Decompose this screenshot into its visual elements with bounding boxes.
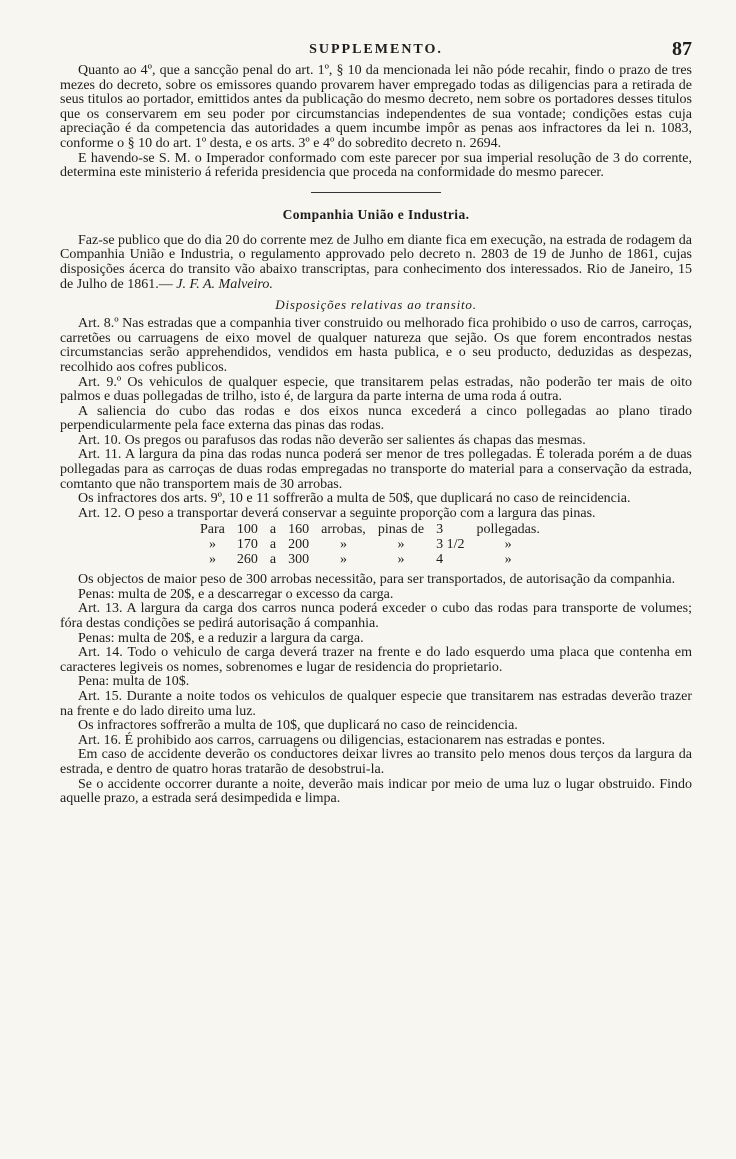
table-cell: a: [269, 551, 277, 567]
article-paragraph: Art. 12. O peso a transportar deverá conservar a seguinte proporção com a largura das pinas.: [78, 505, 596, 521]
subheading: Disposições relativas ao transito.: [275, 297, 477, 313]
article-paragraph: Os infractores dos arts. 9º, 10 e 11 soffrerão a multa de 50$, que duplicará no caso de reincidencia.: [78, 491, 631, 507]
table-cell: »: [397, 537, 405, 553]
table-cell: 3 1/2: [436, 537, 465, 553]
table-cell: 170: [236, 537, 258, 553]
table-cell: »: [339, 551, 347, 567]
article-paragraph: Pena: multa de 10$.: [78, 674, 190, 690]
article-paragraph: Penas: multa de 20$, e a descarregar o excesso da carga.: [78, 586, 394, 602]
table-cell: 200: [288, 537, 310, 553]
article-paragraph: Se o accidente occorrer durante a noite, deverão mais indicar por meio de uma luz o lugar obstruido. Findo aquelle prazo, a estrada será desimpedida e limpa.: [60, 776, 692, 807]
table-cell: a: [269, 537, 277, 553]
article-paragraph: Penas: multa de 20$, e a reduzir a largura da carga.: [78, 630, 364, 646]
table-cell: arrobas,: [321, 522, 366, 538]
table-row: [194, 523, 546, 538]
article-paragraph: Art. 8.º Nas estradas que a companhia tiver construido ou melhorado fica prohibido o uso de carros, carroças, carretões ou carruagens de eixo movel de qualquer natureza que sejão. Os que forem encontrados nestas circumstancias serão apprehendidos, vendidos em hasta publica, e o seu producto, deduzidas as despezas, recolhido aos cofres publicos.: [60, 316, 692, 375]
table-cell: 260: [236, 551, 258, 567]
section-opening: [60, 234, 692, 292]
article-paragraph: Art. 15. Durante a noite todos os vehiculos de qualquer especie que transitarem nas estradas deverão trazer na frente e do lado direito uma luz.: [60, 688, 692, 719]
article-paragraph: Os objectos de maior peso de 300 arrobas necessitão, para ser transportados, de autorisação da companhia.: [78, 572, 676, 588]
table-cell: pollegadas.: [476, 522, 540, 538]
article-paragraph: Art. 9.º Os vehiculos de qualquer especie, que transitarem pelas estradas, não poderão ter mais de oito palmos e duas pollegadas de trilho, isto é, de largura da parte interna de uma roda á outra.: [60, 374, 692, 405]
table-cell: 4: [436, 551, 444, 567]
intro-paragraph: E havendo-se S. M. o Imperador conformado com este parecer por sua imperial resolução de 3 do corrente, determina este ministerio á referida presidencia que proceda na conformidade do mesmo parecer.: [60, 150, 692, 181]
table-cell: a: [269, 522, 277, 538]
article-paragraph: Art. 13. A largura da carga dos carros nunca poderá exceder o cubo das rodas para transporte de volumes; fóra destas condições se pedirá autorisação á companhia.: [60, 601, 692, 631]
table-cell: 300: [288, 551, 310, 567]
article-paragraph: Os infractores soffrerão a multa de 10$, que duplicará no caso de reincidencia.: [78, 718, 518, 734]
intro-paragraph: Quanto ao 4º, que a sancção penal do art. 1º, § 10 da mencionada lei não póde recahir, findo o prazo de tres mezes do decreto, sobre os emissores quando provarem haver empregado todas as diligencias para a retirada de seus titulos ao portador, emittidos antes da publicação do mesmo decreto, nem sobre os portadores desses titulos que os conservarem em seu poder por circumstancias independentes de sua vontade; condições estas cuja apreciação é da competencia das autoridades a quem incumbe impôr as penas aos infractores da lei n. 1083, conforme o § 10 do art. 1º desta, e os arts. 3º e 4º do sobredito decreto n. 2694.: [60, 63, 692, 151]
running-title: SUPPLEMENTO.: [309, 42, 443, 57]
table-cell: »: [208, 537, 216, 553]
page-header: [60, 38, 692, 64]
table-cell: »: [504, 551, 512, 567]
table-cell: Para: [200, 522, 225, 538]
table-cell: 160: [288, 522, 310, 538]
article-paragraph: Art. 10. Os pregos ou parafusos das rodas não deverão ser salientes ás chapas das mesmas.: [78, 432, 586, 448]
page-number: 87: [672, 38, 692, 60]
article-paragraph: A saliencia do cubo das rodas e dos eixos nunca excederá a cinco pollegadas ao plano tirado perpendicularmente pela face externa das pinas das rodas.: [60, 403, 692, 434]
table-cell: 100: [236, 522, 258, 538]
table-cell: »: [339, 537, 347, 553]
table-row: [194, 553, 546, 568]
signature: J. F. A. Malveiro.: [176, 276, 273, 292]
section-title: Companhia União e Industria.: [282, 206, 470, 222]
opening-text: Faz-se publico que do dia 20 do corrente mez de Julho em diante fica em execução, na estrada de rodagem da Companhia União e Industria, o regulamento approvado pelo decreto n. 2803 de 19 de Junho de 1861, cujas disposições ácerca do transito vão abaixo transcriptas, para conhecimento dos interessados. Rio de Janeiro, 15 de Julho de 1861.—: [60, 232, 692, 292]
table-cell: »: [208, 551, 216, 567]
table-cell: 3: [436, 522, 444, 538]
section-divider: [311, 192, 441, 193]
table-cell: »: [397, 551, 405, 567]
document-page: [60, 38, 692, 807]
table-cell: pinas de: [377, 522, 425, 538]
table-row: [194, 538, 546, 553]
article-paragraph: Em caso de accidente deverão os conductores deixar livres ao transito pelo menos dous terços da largura da estrada, e dentro de quatro horas tratarão de desobstrui-la.: [60, 747, 692, 777]
article-paragraph: Art. 16. É prohibido aos carros, carruagens ou diligencias, estacionarem nas estradas e pontes.: [78, 732, 606, 748]
table-cell: »: [504, 537, 512, 553]
article-paragraph: Art. 11. A largura da pina das rodas nunca poderá ser menor de tres pollegadas. É tolerada porém a de duas pollegadas para as carroças de duas rodas empregadas no transporte do material para a conservação da estrada, comtanto que não transportem mais de 30 arrobas.: [60, 447, 692, 492]
weights-table: [194, 523, 546, 567]
article-paragraph: Art. 14. Todo o vehiculo de carga deverá trazer na frente e do lado esquerdo uma placa que contenha em caracteres legiveis os nomes, sobrenomes e lugar de residencia do proprietario.: [60, 645, 692, 675]
